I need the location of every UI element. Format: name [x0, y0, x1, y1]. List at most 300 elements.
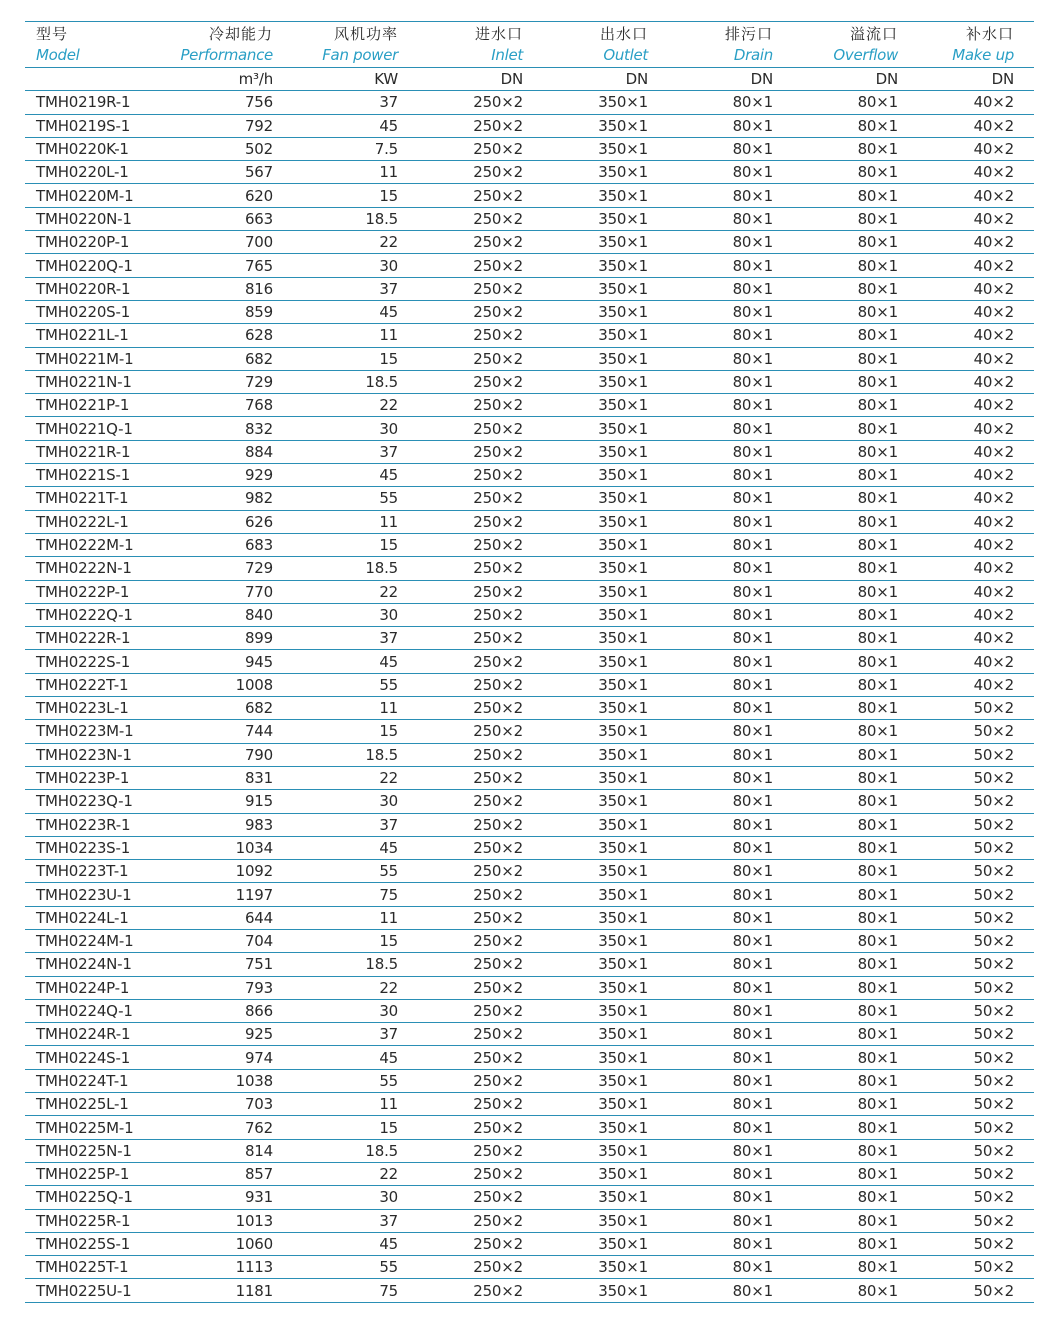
cell-makeup: 50×2: [973, 1258, 1014, 1277]
cell-performance: 793: [244, 978, 273, 997]
cell-model: TMH0221N-1: [36, 373, 132, 391]
cell-inlet: 250×2: [473, 186, 523, 205]
cell-overflow: 80×1: [857, 978, 898, 997]
cell-overflow: 80×1: [857, 722, 898, 741]
cell-performance: 682: [244, 349, 273, 368]
table-row: [25, 883, 1034, 906]
cell-model: TMH0220N-1: [36, 209, 132, 228]
cell-makeup: 40×2: [973, 186, 1014, 205]
cell-drain: 80×1: [732, 396, 773, 415]
cell-performance: 770: [244, 582, 273, 601]
cell-drain: 80×1: [732, 1281, 773, 1300]
cell-overflow: 80×1: [857, 442, 898, 461]
cell-performance: 859: [244, 303, 273, 322]
cell-performance: 899: [244, 629, 273, 648]
header-makeup-zh: 补水口: [965, 24, 1014, 43]
cell-makeup: 50×2: [973, 1281, 1014, 1300]
cell-performance: 1092: [235, 862, 273, 881]
cell-performance: 502: [244, 140, 273, 159]
cell-outlet: 350×1: [598, 745, 648, 764]
cell-makeup: 40×2: [973, 489, 1014, 508]
header-drain-zh: 排污口: [724, 24, 773, 43]
header-overflow-en: Overflow: [833, 46, 898, 64]
cell-fan-power: 30: [379, 1188, 398, 1207]
header-performance-en: Performance: [180, 46, 273, 64]
cell-overflow: 80×1: [857, 256, 898, 275]
cell-makeup: 40×2: [973, 466, 1014, 485]
cell-fan-power: 45: [379, 1048, 398, 1067]
table-row: [25, 115, 1034, 138]
table-row: [25, 720, 1034, 743]
cell-outlet: 350×1: [598, 908, 648, 927]
cell-performance: 931: [244, 1188, 273, 1207]
cell-model: TMH0221S-1: [36, 466, 131, 485]
cell-inlet: 250×2: [473, 1118, 523, 1137]
cell-model: TMH0220K-1: [36, 140, 129, 159]
cell-drain: 80×1: [732, 1118, 773, 1137]
cell-fan-power: 37: [379, 1025, 398, 1044]
cell-model: TMH0225L-1: [36, 1095, 129, 1114]
cell-fan-power: 37: [379, 279, 398, 298]
cell-inlet: 250×2: [473, 1211, 523, 1230]
cell-makeup: 40×2: [973, 512, 1014, 531]
cell-performance: 816: [244, 279, 273, 298]
cell-makeup: 40×2: [973, 373, 1014, 391]
table-row: [25, 860, 1034, 883]
cell-performance: 644: [244, 908, 273, 927]
cell-inlet: 250×2: [473, 605, 523, 624]
table-row: [25, 557, 1034, 580]
cell-performance: 1181: [235, 1281, 273, 1300]
cell-inlet: 250×2: [473, 699, 523, 718]
cell-fan-power: 45: [379, 838, 398, 857]
cell-drain: 80×1: [732, 1025, 773, 1044]
cell-model: TMH0225S-1: [36, 1234, 131, 1253]
cell-makeup: 50×2: [973, 792, 1014, 811]
cell-drain: 80×1: [732, 489, 773, 508]
cell-fan-power: 37: [379, 442, 398, 461]
cell-makeup: 50×2: [973, 745, 1014, 764]
cell-model: TMH0225T-1: [36, 1258, 129, 1277]
table-row: [25, 907, 1034, 930]
cell-fan-power: 22: [379, 233, 398, 252]
cell-fan-power: 37: [379, 815, 398, 834]
cell-fan-power: 55: [379, 675, 398, 694]
cell-performance: 982: [244, 489, 273, 508]
cell-overflow: 80×1: [857, 1165, 898, 1184]
cell-inlet: 250×2: [473, 1002, 523, 1021]
cell-inlet: 250×2: [473, 1234, 523, 1253]
cell-outlet: 350×1: [598, 1188, 648, 1207]
cell-outlet: 350×1: [598, 932, 648, 951]
unit-overflow: DN: [875, 70, 898, 89]
cell-makeup: 40×2: [973, 536, 1014, 555]
cell-inlet: 250×2: [473, 93, 523, 112]
cell-inlet: 250×2: [473, 1165, 523, 1184]
cell-outlet: 350×1: [598, 1095, 648, 1114]
cell-model: TMH0224L-1: [36, 908, 129, 927]
cell-model: TMH0221M-1: [36, 349, 134, 368]
cell-drain: 80×1: [732, 885, 773, 904]
cell-makeup: 50×2: [973, 769, 1014, 788]
cell-fan-power: 18.5: [365, 955, 398, 974]
table-row: [25, 394, 1034, 417]
cell-overflow: 80×1: [857, 815, 898, 834]
cell-overflow: 80×1: [857, 955, 898, 974]
cell-fan-power: 45: [379, 116, 398, 135]
cell-makeup: 50×2: [973, 932, 1014, 951]
header-model-zh: 型号: [36, 24, 69, 43]
cell-outlet: 350×1: [598, 955, 648, 974]
cell-model: TMH0223M-1: [36, 722, 134, 741]
header-chinese-row: [25, 22, 1034, 44]
cell-fan-power: 18.5: [365, 1141, 398, 1160]
table-row: [25, 1210, 1034, 1233]
table-row: [25, 1116, 1034, 1139]
cell-performance: 765: [244, 256, 273, 275]
cell-makeup: 50×2: [973, 1165, 1014, 1184]
unit-fan-power: KW: [374, 70, 398, 89]
cell-model: TMH0221T-1: [36, 489, 129, 508]
cell-performance: 762: [244, 1118, 273, 1137]
cell-drain: 80×1: [732, 140, 773, 159]
cell-model: TMH0220M-1: [36, 186, 134, 205]
cell-makeup: 50×2: [973, 908, 1014, 927]
header-english-row: [25, 44, 1034, 66]
cell-performance: 832: [244, 419, 273, 438]
cell-model: TMH0223R-1: [36, 815, 131, 834]
cell-inlet: 250×2: [473, 233, 523, 252]
cell-fan-power: 55: [379, 1071, 398, 1090]
unit-performance: m³/h: [238, 70, 273, 89]
table-body: [25, 91, 1034, 1302]
table-row: [25, 441, 1034, 464]
table-row: [25, 790, 1034, 813]
table-row: [25, 581, 1034, 604]
cell-fan-power: 11: [379, 699, 398, 718]
cell-drain: 80×1: [732, 442, 773, 461]
cell-makeup: 40×2: [973, 116, 1014, 135]
cell-performance: 790: [244, 745, 273, 764]
cell-drain: 80×1: [732, 466, 773, 485]
cell-fan-power: 22: [379, 769, 398, 788]
cell-inlet: 250×2: [473, 489, 523, 508]
unit-drain: DN: [750, 70, 773, 89]
cell-drain: 80×1: [732, 559, 773, 578]
cell-drain: 80×1: [732, 815, 773, 834]
cell-drain: 80×1: [732, 163, 773, 182]
cell-fan-power: 30: [379, 605, 398, 624]
cell-outlet: 350×1: [598, 722, 648, 741]
cell-performance: 700: [244, 233, 273, 252]
cell-model: TMH0221P-1: [36, 396, 130, 415]
cell-fan-power: 11: [379, 326, 398, 345]
cell-overflow: 80×1: [857, 373, 898, 391]
cell-outlet: 350×1: [598, 419, 648, 438]
cell-drain: 80×1: [732, 1141, 773, 1160]
table-row: [25, 1163, 1034, 1186]
cell-makeup: 50×2: [973, 1188, 1014, 1207]
table-row: [25, 161, 1034, 184]
cell-outlet: 350×1: [598, 116, 648, 135]
cell-model: TMH0220P-1: [36, 233, 130, 252]
cell-inlet: 250×2: [473, 163, 523, 182]
cell-fan-power: 75: [379, 1281, 398, 1300]
table-row: [25, 627, 1034, 650]
cell-inlet: 250×2: [473, 838, 523, 857]
cell-overflow: 80×1: [857, 186, 898, 205]
cell-inlet: 250×2: [473, 419, 523, 438]
cell-overflow: 80×1: [857, 908, 898, 927]
cell-drain: 80×1: [732, 536, 773, 555]
cell-makeup: 40×2: [973, 652, 1014, 671]
cell-makeup: 50×2: [973, 1211, 1014, 1230]
cell-inlet: 250×2: [473, 279, 523, 298]
cell-overflow: 80×1: [857, 93, 898, 112]
cell-inlet: 250×2: [473, 932, 523, 951]
cell-performance: 884: [244, 442, 273, 461]
cell-inlet: 250×2: [473, 559, 523, 578]
cell-fan-power: 11: [379, 163, 398, 182]
cell-performance: 831: [244, 769, 273, 788]
cell-fan-power: 30: [379, 792, 398, 811]
cell-overflow: 80×1: [857, 140, 898, 159]
cell-inlet: 250×2: [473, 326, 523, 345]
unit-makeup: DN: [991, 70, 1014, 89]
cell-outlet: 350×1: [598, 1048, 648, 1067]
header-drain-en: Drain: [733, 46, 773, 64]
cell-overflow: 80×1: [857, 1025, 898, 1044]
cell-fan-power: 75: [379, 885, 398, 904]
table-row: [25, 184, 1034, 207]
header-outlet-zh: 出水口: [599, 24, 648, 43]
cell-outlet: 350×1: [598, 885, 648, 904]
table-row: [25, 930, 1034, 953]
cell-model: TMH0222L-1: [36, 512, 129, 531]
cell-model: TMH0219R-1: [36, 93, 131, 112]
units-row: [25, 68, 1034, 91]
cell-performance: 814: [244, 1141, 273, 1160]
cell-inlet: 250×2: [473, 815, 523, 834]
cell-overflow: 80×1: [857, 582, 898, 601]
cell-overflow: 80×1: [857, 1071, 898, 1090]
cell-inlet: 250×2: [473, 582, 523, 601]
cell-fan-power: 22: [379, 582, 398, 601]
cell-outlet: 350×1: [598, 396, 648, 415]
cell-overflow: 80×1: [857, 1095, 898, 1114]
cell-overflow: 80×1: [857, 512, 898, 531]
table-row: [25, 977, 1034, 1000]
cell-outlet: 350×1: [598, 1141, 648, 1160]
cell-overflow: 80×1: [857, 466, 898, 485]
unit-inlet: DN: [500, 70, 523, 89]
cell-makeup: 40×2: [973, 605, 1014, 624]
cell-performance: 768: [244, 396, 273, 415]
cell-fan-power: 37: [379, 629, 398, 648]
table-row: [25, 371, 1034, 394]
cell-inlet: 250×2: [473, 466, 523, 485]
table-row: [25, 1070, 1034, 1093]
cell-inlet: 250×2: [473, 256, 523, 275]
cell-model: TMH0223S-1: [36, 838, 131, 857]
cell-inlet: 250×2: [473, 978, 523, 997]
cell-fan-power: 15: [379, 1118, 398, 1137]
cell-performance: 1197: [235, 885, 273, 904]
cell-drain: 80×1: [732, 233, 773, 252]
table-row: [25, 254, 1034, 277]
cell-performance: 866: [244, 1002, 273, 1021]
cell-overflow: 80×1: [857, 745, 898, 764]
cell-outlet: 350×1: [598, 815, 648, 834]
cell-drain: 80×1: [732, 1165, 773, 1184]
cell-outlet: 350×1: [598, 233, 648, 252]
cell-overflow: 80×1: [857, 792, 898, 811]
cell-performance: 729: [244, 559, 273, 578]
cell-drain: 80×1: [732, 932, 773, 951]
cell-makeup: 40×2: [973, 349, 1014, 368]
cell-performance: 1060: [235, 1234, 273, 1253]
cell-model: TMH0224S-1: [36, 1048, 131, 1067]
cell-overflow: 80×1: [857, 303, 898, 322]
cell-performance: 729: [244, 373, 273, 391]
cell-outlet: 350×1: [598, 186, 648, 205]
cell-overflow: 80×1: [857, 559, 898, 578]
table-row: [25, 697, 1034, 720]
cell-overflow: 80×1: [857, 838, 898, 857]
cell-performance: 683: [244, 536, 273, 555]
cell-drain: 80×1: [732, 629, 773, 648]
cell-drain: 80×1: [732, 769, 773, 788]
cell-makeup: 50×2: [973, 1234, 1014, 1253]
cell-drain: 80×1: [732, 1048, 773, 1067]
cell-outlet: 350×1: [598, 1234, 648, 1253]
cell-makeup: 50×2: [973, 1141, 1014, 1160]
cell-model: TMH0222M-1: [36, 536, 134, 555]
cell-model: TMH0223N-1: [36, 745, 132, 764]
cell-overflow: 80×1: [857, 885, 898, 904]
cell-inlet: 250×2: [473, 1188, 523, 1207]
cell-drain: 80×1: [732, 722, 773, 741]
cell-model: TMH0221R-1: [36, 442, 131, 461]
table-row: [25, 744, 1034, 767]
cell-performance: 1008: [235, 675, 273, 694]
cell-inlet: 250×2: [473, 722, 523, 741]
cell-inlet: 250×2: [473, 209, 523, 228]
table-row: [25, 487, 1034, 510]
cell-makeup: 40×2: [973, 419, 1014, 438]
cell-drain: 80×1: [732, 303, 773, 322]
table-row: [25, 348, 1034, 371]
cell-drain: 80×1: [732, 1234, 773, 1253]
table-row: [25, 674, 1034, 697]
cell-outlet: 350×1: [598, 1025, 648, 1044]
cell-overflow: 80×1: [857, 1048, 898, 1067]
cell-makeup: 50×2: [973, 862, 1014, 881]
cell-outlet: 350×1: [598, 1165, 648, 1184]
table-row: [25, 1046, 1034, 1069]
cell-fan-power: 22: [379, 978, 398, 997]
cell-drain: 80×1: [732, 209, 773, 228]
cell-overflow: 80×1: [857, 1141, 898, 1160]
cell-model: TMH0221Q-1: [36, 419, 133, 438]
cell-drain: 80×1: [732, 955, 773, 974]
cell-performance: 840: [244, 605, 273, 624]
cell-inlet: 250×2: [473, 396, 523, 415]
header-model-en: Model: [36, 46, 80, 64]
cell-outlet: 350×1: [598, 163, 648, 182]
table-row: [25, 138, 1034, 161]
cell-drain: 80×1: [732, 116, 773, 135]
table-row: [25, 301, 1034, 324]
cell-overflow: 80×1: [857, 629, 898, 648]
table-row: [25, 534, 1034, 557]
cell-inlet: 250×2: [473, 862, 523, 881]
cell-model: TMH0225M-1: [36, 1118, 134, 1137]
cell-fan-power: 55: [379, 862, 398, 881]
cell-drain: 80×1: [732, 1258, 773, 1277]
cell-drain: 80×1: [732, 745, 773, 764]
header-inlet-zh: 进水口: [474, 24, 523, 43]
cell-performance: 929: [244, 466, 273, 485]
cell-makeup: 40×2: [973, 233, 1014, 252]
cell-inlet: 250×2: [473, 512, 523, 531]
cell-model: TMH0219S-1: [36, 116, 131, 135]
table-row: [25, 208, 1034, 231]
cell-fan-power: 18.5: [365, 745, 398, 764]
cell-inlet: 250×2: [473, 885, 523, 904]
cell-inlet: 250×2: [473, 1048, 523, 1067]
cell-makeup: 40×2: [973, 582, 1014, 601]
cell-performance: 925: [244, 1025, 273, 1044]
cell-makeup: 40×2: [973, 629, 1014, 648]
cell-outlet: 350×1: [598, 140, 648, 159]
cell-fan-power: 45: [379, 466, 398, 485]
cell-outlet: 350×1: [598, 442, 648, 461]
cell-overflow: 80×1: [857, 233, 898, 252]
table-row: [25, 1233, 1034, 1256]
table-row: [25, 1023, 1034, 1046]
cell-outlet: 350×1: [598, 536, 648, 555]
cell-performance: 1013: [235, 1211, 273, 1230]
cell-model: TMH0223L-1: [36, 699, 129, 718]
cell-makeup: 50×2: [973, 1118, 1014, 1137]
cell-inlet: 250×2: [473, 1258, 523, 1277]
cell-overflow: 80×1: [857, 699, 898, 718]
cell-performance: 857: [244, 1165, 273, 1184]
header-fan-power-en: Fan power: [322, 46, 398, 64]
cell-fan-power: 55: [379, 1258, 398, 1277]
cell-model: TMH0223Q-1: [36, 792, 133, 811]
cell-outlet: 350×1: [598, 303, 648, 322]
cell-performance: 626: [244, 512, 273, 531]
cell-makeup: 40×2: [973, 675, 1014, 694]
cell-makeup: 50×2: [973, 699, 1014, 718]
cell-makeup: 40×2: [973, 303, 1014, 322]
cell-drain: 80×1: [732, 349, 773, 368]
cell-outlet: 350×1: [598, 582, 648, 601]
cell-model: TMH0223P-1: [36, 769, 130, 788]
cell-inlet: 250×2: [473, 140, 523, 159]
cell-overflow: 80×1: [857, 396, 898, 415]
cell-drain: 80×1: [732, 373, 773, 391]
table-row: [25, 324, 1034, 347]
table-row: [25, 837, 1034, 860]
cell-performance: 945: [244, 652, 273, 671]
header-inlet-en: Inlet: [491, 46, 523, 64]
cell-fan-power: 45: [379, 1234, 398, 1253]
cell-outlet: 350×1: [598, 326, 648, 345]
cell-outlet: 350×1: [598, 1211, 648, 1230]
